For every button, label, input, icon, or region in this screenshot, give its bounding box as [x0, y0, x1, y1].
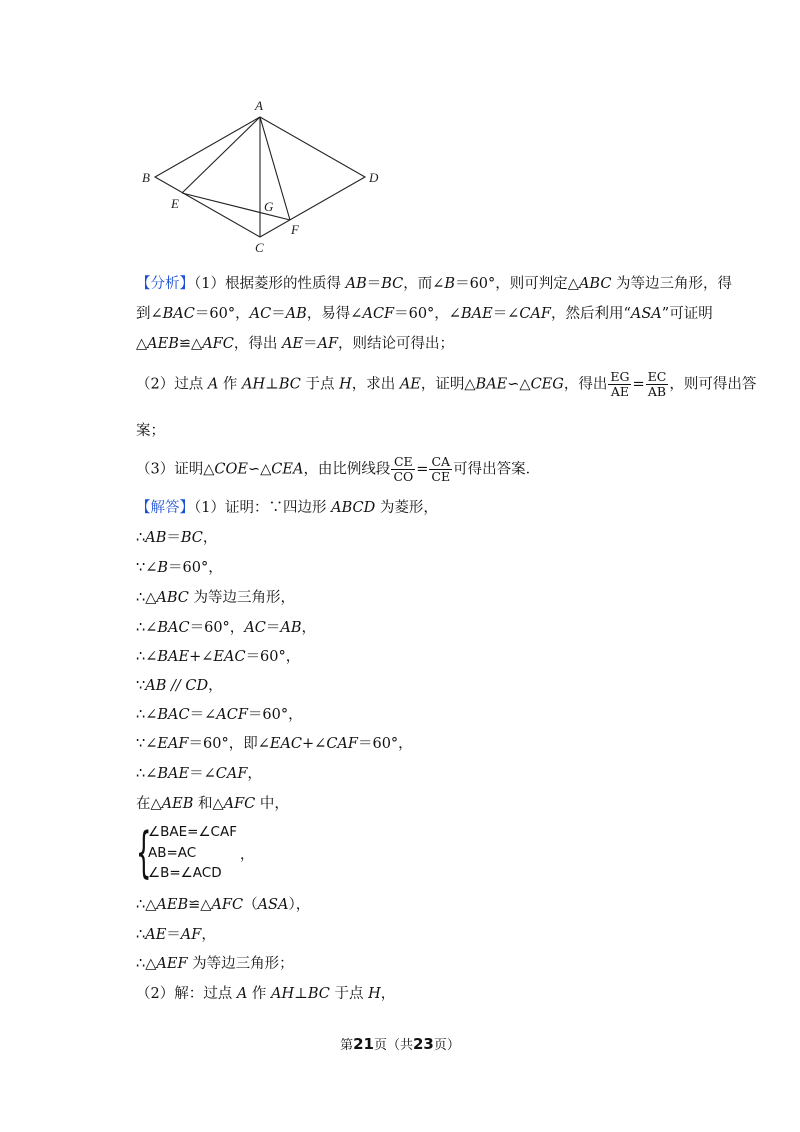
text: 于点 — [329, 986, 369, 1002]
text: AH — [271, 986, 295, 1002]
text: AC — [249, 306, 272, 322]
text: 作 — [247, 986, 272, 1002]
text: AC — [244, 620, 266, 636]
text: B — [157, 560, 169, 576]
text: 为菱形， — [375, 500, 438, 516]
text: H — [368, 986, 381, 1002]
text: BAC — [157, 620, 190, 636]
text: 为等边三角形； — [187, 956, 294, 972]
text: （ — [243, 897, 258, 913]
solution-line-9 — [136, 734, 413, 754]
text: AE — [281, 336, 303, 352]
text: ＝60°， — [194, 306, 250, 322]
text: 在△ — [136, 796, 162, 812]
solution-line-1 — [136, 498, 438, 518]
text: BC — [278, 376, 301, 393]
text: ）， — [288, 897, 311, 913]
equation-row: AB=AC — [148, 844, 197, 861]
text: AB — [145, 678, 167, 694]
left-brace: { — [136, 821, 152, 884]
solution-line-6 — [136, 647, 300, 667]
text: BC — [381, 276, 404, 292]
text: △ — [136, 336, 148, 352]
equation-rows — [148, 822, 237, 884]
footer-text: 页（共 — [373, 1038, 413, 1053]
text: AEB — [161, 796, 194, 812]
text: AEB — [147, 336, 179, 352]
fraction-eg-ae — [608, 370, 631, 399]
text: ABC — [156, 590, 189, 606]
text: ACF — [362, 306, 395, 322]
analysis-line-1 — [136, 274, 732, 294]
text: AFC — [211, 897, 244, 913]
text: ABC — [578, 276, 612, 292]
text: BAE — [157, 766, 190, 782]
analysis-tag: 【分析】 — [136, 276, 194, 292]
text: ＝ — [271, 306, 286, 322]
label-F: F — [291, 222, 299, 237]
text: AB — [345, 276, 367, 292]
text: ，则结论可得出； — [338, 336, 455, 352]
analysis-line-2 — [136, 304, 713, 324]
text: ，求出 — [351, 376, 400, 393]
text: ＝∠ — [189, 766, 216, 782]
fraction-ec-ab — [646, 370, 669, 399]
label-B: B — [142, 170, 150, 185]
text: ， — [201, 927, 216, 943]
text: （2）过点 — [136, 376, 208, 393]
text: CD — [185, 678, 209, 694]
solution-line-11 — [136, 794, 289, 814]
text: AB — [145, 530, 167, 546]
solution-line-4 — [136, 588, 295, 608]
text: ASA — [257, 897, 289, 913]
analysis-line-4 — [136, 370, 756, 399]
label-A: A — [255, 98, 263, 113]
text: ， — [202, 530, 218, 546]
fraction-denominator: CE — [431, 469, 451, 484]
text: ，则可得出答 — [669, 376, 757, 393]
fraction-denominator: CO — [393, 469, 414, 484]
text: ＝60°，则可判定△ — [455, 276, 579, 292]
text: 为等边三角形， — [188, 590, 295, 606]
text: BAC — [162, 306, 195, 322]
text: EAC — [213, 649, 246, 665]
text: EAC — [269, 736, 303, 752]
text: A — [207, 376, 219, 393]
text: B — [444, 276, 456, 292]
text: ， — [380, 986, 396, 1002]
footer-text: 第 — [340, 1038, 354, 1053]
text: +∠ — [189, 649, 214, 665]
text: ，而∠ — [403, 276, 445, 292]
equals-sign: = — [632, 376, 645, 393]
equals-sign: = — [416, 461, 429, 478]
text: ACF — [216, 707, 248, 723]
page-number: 21 — [353, 1035, 374, 1053]
text: ⊥ — [265, 376, 279, 393]
text: ”可证明 — [661, 306, 713, 322]
text: CAF — [519, 306, 551, 322]
text: ASA — [630, 306, 662, 322]
text: 于点 — [300, 376, 340, 393]
text: ，由比例线段 — [303, 461, 391, 478]
text: // — [166, 678, 186, 694]
text: （1）根据菱形的性质得 — [194, 276, 346, 292]
text: CAF — [326, 736, 358, 752]
text: BC — [180, 530, 203, 546]
text: CAF — [215, 766, 248, 782]
text: CEG — [530, 376, 564, 393]
text: ＝∠ — [492, 306, 520, 322]
equation-row: ∠BAE=∠CAF — [148, 824, 237, 840]
text: AFC — [223, 796, 256, 812]
text: ＝60°， — [357, 736, 413, 752]
text: ＝60°，∠ — [394, 306, 461, 322]
text: 案； — [136, 423, 165, 439]
text: （2）解：过点 — [136, 986, 237, 1002]
text: BC — [307, 986, 330, 1002]
text: ≌△ — [188, 897, 212, 913]
text: ∵∠ — [136, 560, 158, 576]
footer-text: 页） — [433, 1038, 460, 1053]
solution-line-14 — [136, 954, 294, 974]
text: COE — [214, 461, 248, 478]
rhombus-figure — [130, 92, 400, 262]
text: ∵∠ — [136, 736, 158, 752]
text: ⊥ — [294, 986, 308, 1002]
text: AF — [180, 927, 202, 943]
text: 可得出答案． — [453, 461, 541, 478]
analysis-line-5 — [136, 421, 165, 441]
text: ，得出 — [563, 376, 608, 393]
fraction-numerator: CE — [391, 455, 415, 470]
text: BAE — [475, 376, 508, 393]
label-C: C — [255, 240, 264, 255]
fraction-numerator: CA — [429, 455, 452, 470]
solution-line-2 — [136, 528, 217, 548]
text: H — [339, 376, 352, 393]
text: ， — [247, 766, 262, 782]
text: ∴∠ — [136, 707, 158, 723]
analysis-line-3 — [136, 334, 454, 354]
text: ＝60°， — [245, 649, 301, 665]
analysis-line-6 — [136, 455, 540, 484]
text: AB — [285, 306, 307, 322]
text: 和△ — [193, 796, 224, 812]
text: AE — [145, 927, 167, 943]
text: A — [236, 986, 248, 1002]
text: （3）证明△ — [136, 461, 215, 478]
text: AEB — [156, 897, 189, 913]
label-D: D — [369, 170, 379, 185]
label-G: G — [264, 199, 274, 214]
text: ，易得∠ — [306, 306, 363, 322]
text: 中， — [255, 796, 289, 812]
solution-tag: 【解答】 — [136, 500, 194, 516]
text: ＝ — [303, 336, 318, 352]
text: ，得出 — [233, 336, 282, 352]
text: AF — [317, 336, 339, 352]
solution-line-10 — [136, 764, 262, 784]
fraction-denominator: AE — [610, 384, 629, 399]
fraction-numerator: EC — [647, 369, 667, 384]
text: ∴△ — [136, 590, 157, 606]
text: ＝ — [166, 927, 181, 943]
segment-EF — [182, 193, 290, 220]
solution-line-8 — [136, 705, 303, 725]
total-pages: 23 — [413, 1035, 434, 1053]
text: ＝60°， — [168, 560, 223, 576]
text: ∴∠ — [136, 766, 158, 782]
equation-row: ∠B=∠ACD — [148, 865, 222, 881]
equation-system — [136, 822, 276, 884]
text: ， — [301, 620, 317, 636]
text: 作 — [218, 376, 243, 393]
text: CEA — [271, 461, 304, 478]
text: ，证明△ — [420, 376, 476, 393]
text: ABCD — [331, 500, 376, 516]
text: ∴∠ — [136, 649, 158, 665]
text: ，然后利用“ — [550, 306, 631, 322]
solution-line-12 — [136, 895, 310, 915]
text: BAC — [157, 707, 190, 723]
text: ∴ — [136, 927, 146, 943]
text: BAE — [460, 306, 493, 322]
fraction-denominator: AB — [647, 384, 667, 399]
solution-line-15 — [136, 984, 395, 1004]
text: ∽△ — [247, 461, 272, 478]
fraction-numerator: EG — [610, 369, 630, 384]
text: ＝∠ — [189, 707, 217, 723]
text: AB — [280, 620, 302, 636]
text: ∴△ — [136, 956, 157, 972]
solution-line-3 — [136, 558, 223, 578]
text: AEF — [156, 956, 188, 972]
text: ＝60°， — [247, 707, 303, 723]
page-footer — [0, 1034, 800, 1053]
text: ∽△ — [507, 376, 531, 393]
text: ∴△ — [136, 897, 157, 913]
text: ＝ — [265, 620, 281, 636]
text: ＝60°， — [189, 620, 245, 636]
text: EAF — [157, 736, 189, 752]
comma: ， — [240, 847, 254, 863]
text: 到∠ — [136, 306, 163, 322]
text: ＝ — [166, 530, 181, 546]
solution-line-5 — [136, 618, 316, 638]
text: ＝60°，即∠ — [188, 736, 270, 752]
text: 为等边三角形，得 — [611, 276, 733, 292]
label-E: E — [171, 196, 179, 211]
text: BAE — [157, 649, 190, 665]
text: +∠ — [302, 736, 327, 752]
text: （1）证明：∵四边形 — [194, 500, 332, 516]
solution-line-13 — [136, 925, 216, 945]
text: ∴∠ — [136, 620, 158, 636]
text: AE — [399, 376, 421, 393]
text: ∴ — [136, 530, 146, 546]
solution-line-7 — [136, 676, 223, 696]
text: AH — [242, 376, 266, 393]
text: ， — [208, 678, 223, 694]
fraction-ca-ce — [429, 455, 452, 484]
text: ＝ — [366, 276, 382, 292]
text: ∵ — [136, 678, 146, 694]
text: ≌△ — [178, 336, 203, 352]
fraction-ce-co — [391, 455, 415, 484]
text: AFC — [202, 336, 234, 352]
